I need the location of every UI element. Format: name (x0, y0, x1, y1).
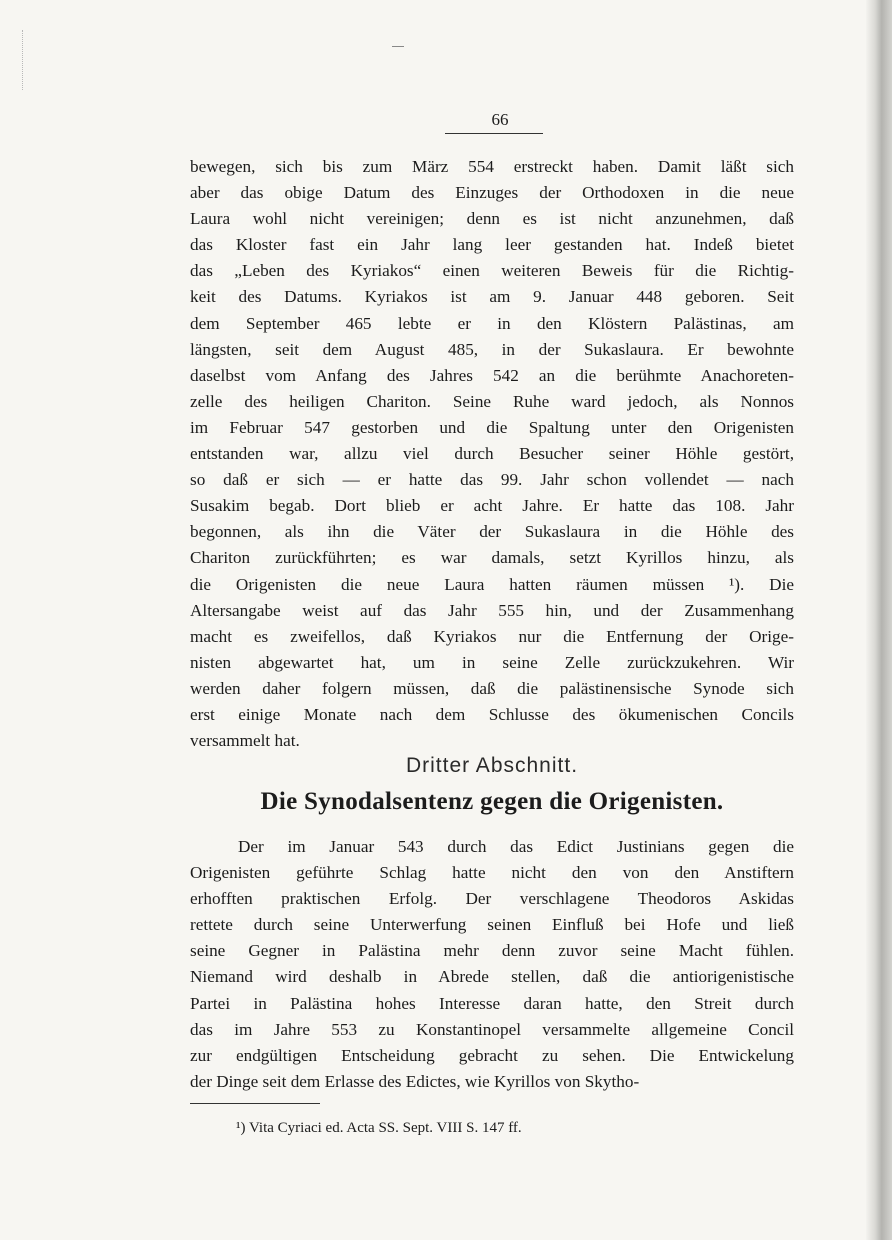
text-line: daselbst vom Anfang des Jahres 542 an die berühmte Anachoreten- (190, 365, 794, 385)
text-line: das im Jahre 553 zu Konstantinopel versammelte allgemeine Concil (190, 1019, 794, 1039)
text-line: der Dinge seit dem Erlasse des Edictes, wie Kyrillos von Skytho- (190, 1071, 640, 1091)
text-line: werden daher folgern müssen, daß die palästinensische Synode sich (190, 678, 794, 698)
text-line: seine Gegner in Palästina mehr denn zuvor seine Macht fühlen. (190, 941, 794, 961)
text-line: die Origenisten die neue Laura hatten räumen müssen ¹). Die (190, 574, 794, 594)
section-heading: Dritter Abschnitt. (405, 754, 579, 777)
footnote-marker: ¹) (236, 1120, 246, 1136)
page-number: 66 (491, 110, 509, 129)
text-line: nisten abgewartet hat, um in seine Zelle zurückzukehren. Wir (190, 652, 794, 672)
scan-mark (392, 46, 404, 47)
text-line: erst einige Monate nach dem Schlusse des ökumenischen Concils (190, 704, 794, 724)
scan-edge-left (22, 30, 41, 90)
text-line: das „Leben des Kyriakos“ einen weiteren Beweis für die Richtig- (190, 261, 794, 281)
text-line: aber das obige Datum des Einzuges der Orthodoxen in die neue (190, 183, 794, 203)
text-line: so daß er sich — er hatte das 99. Jahr schon vollendet — nach (190, 470, 794, 490)
text-line: längsten, seit dem August 485, in der Sukaslaura. Er bewohnte (190, 339, 794, 359)
text-line: im Februar 547 gestorben und die Spaltung unter den Origenisten (190, 417, 794, 437)
paragraph-1 (190, 154, 794, 754)
footnote-rule (190, 1103, 320, 1104)
text-line: begonnen, als ihn die Väter der Sukaslaura in die Höhle des (190, 522, 794, 542)
text-line: Partei in Palästina hohes Interesse daran hatte, den Streit durch (190, 993, 794, 1013)
text-line: Altersangabe weist auf das Jahr 555 hin, und der Zusammenhang (190, 600, 794, 620)
text-line: macht es zweifellos, daß Kyriakos nur die Entfernung der Orige- (190, 626, 794, 646)
text-line: zur endgültigen Entscheidung gebracht zu sehen. Die Entwickelung (190, 1045, 794, 1065)
scan-edge-right (866, 0, 892, 1240)
text-line: rettete durch seine Unterwerfung seinen Einfluß bei Hofe und ließ (190, 915, 794, 935)
text-line: keit des Datums. Kyriakos ist am 9. Januar 448 geboren. Seit (190, 287, 794, 307)
text-line: Susakim begab. Dort blieb er acht Jahre. Er hatte das 108. Jahr (190, 496, 794, 516)
text-line: Niemand wird deshalb in Abrede stellen, daß die antiorigenistische (190, 967, 794, 987)
page-number-rule (445, 133, 543, 134)
text-line: Origenisten geführte Schlag hatte nicht den von den Anstiftern (190, 863, 794, 883)
text-line: entstanden war, allzu viel durch Besucher seiner Höhle gestört, (190, 444, 794, 464)
text-line: bewegen, sich bis zum März 554 erstreckt haben. Damit läßt sich (190, 157, 794, 176)
footnote (236, 1120, 522, 1137)
text-line: dem September 465 lebte er in den Klöstern Palästinas, am (190, 313, 794, 333)
text-line: Laura wohl nicht vereinigen; denn es ist nicht anzunehmen, daß (190, 209, 794, 229)
section-title: Die Synodalsentenz gegen die Origenisten. (260, 788, 724, 815)
text-line: versammelt hat. (190, 731, 300, 751)
paragraph-2 (190, 834, 794, 1095)
text-line: zelle des heiligen Chariton. Seine Ruhe ward jedoch, als Nonnos (190, 391, 794, 411)
text-line: das Kloster fast ein Jahr lang leer gestanden hat. Indeß bietet (190, 235, 794, 255)
text-line: erhofften praktischen Erfolg. Der verschlagene Theodoros Askidas (190, 889, 794, 909)
footnote-text: Vita Cyriaci ed. Acta SS. Sept. VIII S. 147 ff. (248, 1120, 522, 1136)
text-line: Chariton zurückführten; es war damals, setzt Kyrillos hinzu, als (190, 548, 794, 568)
text-line: Der im Januar 543 durch das Edict Justinians gegen die (238, 837, 794, 856)
